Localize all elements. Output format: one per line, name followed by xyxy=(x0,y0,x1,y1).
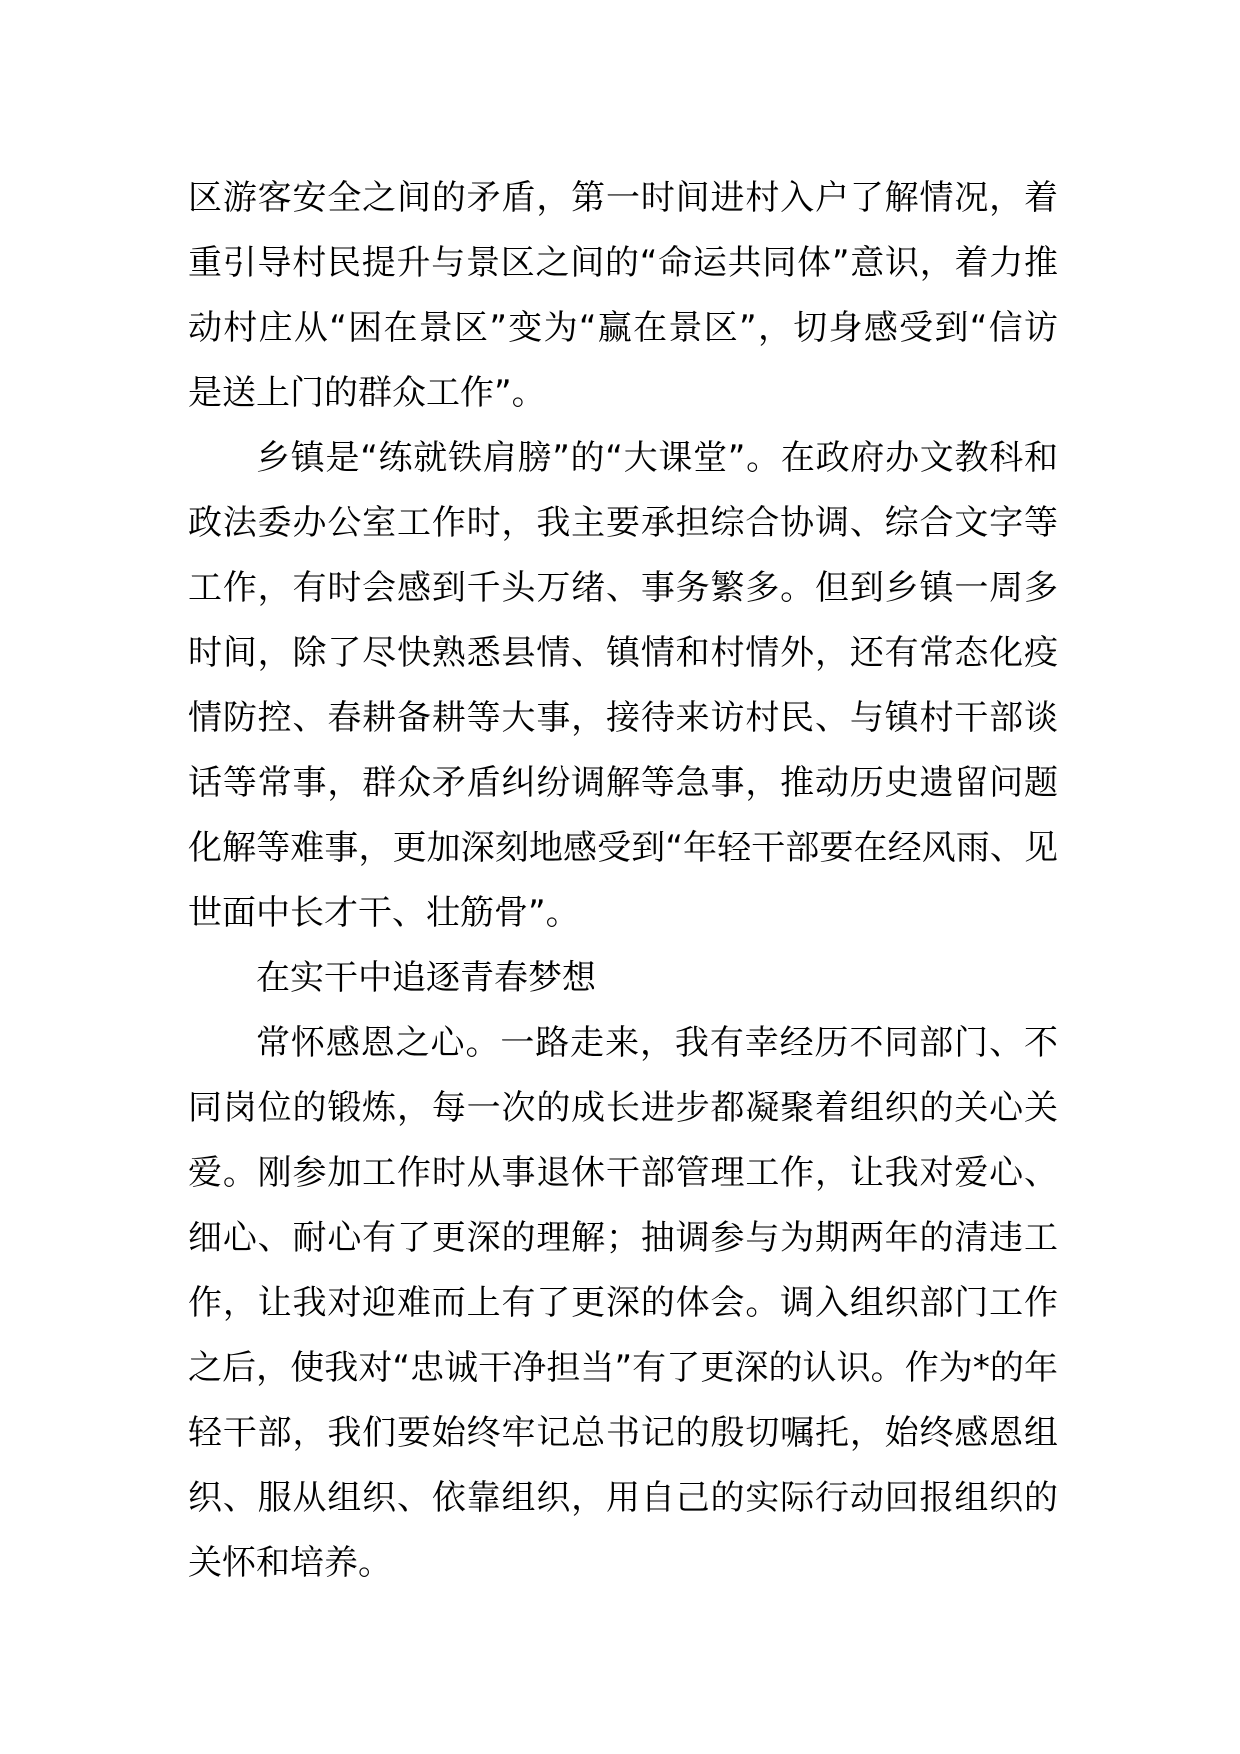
paragraph-gratitude: 常怀感恩之心。一路走来，我有幸经历不同部门、不同岗位的锻炼，每一次的成长进步都凝聚着组织的关心关爱。刚参加工作时从事退休干部管理工作，让我对爱心、细心、耐心有了更深的理解；抽调参与为期两年的清违工作，让我对迎难而上有了更深的体会。调入组织部门工作之后，使我对“忠诚干净担当”有了更深的认识。作为*的年轻干部，我们要始终牢记总书记的殷切嘱托，始终感恩组织、服从组织、依靠组织，用自己的实际行动回报组织的关怀和培养。 xyxy=(188,1023,1058,1583)
section-heading: 在实干中追逐青春梦想 xyxy=(256,958,596,998)
paragraph-township-classroom: 乡镇是“练就铁肩膀”的“大课堂”。在政府办文教科和政法委办公室工作时，我主要承担综合协调、综合文字等工作，有时会感到千头万绪、事务繁多。但到乡镇一周多时间，除了尽快熟悉县情、镇情和村情外，还有常态化疫情防控、春耕备耕等大事，接待来访村民、与镇村干部谈话等常事，群众矛盾纠纷调解等急事，推动历史遗留问题化解等难事，更加深刻地感受到“年轻干部要在经风雨、见世面中长才干、壮筋骨”。 xyxy=(188,438,1058,933)
document-body xyxy=(188,166,1058,1596)
paragraph-continued: 区游客安全之间的矛盾，第一时间进村入户了解情况，着重引导村民提升与景区之间的“命运共同体”意识，着力推动村庄从“困在景区”变为“赢在景区”，切身感受到“信访是送上门的群众工作”。 xyxy=(188,178,1058,413)
